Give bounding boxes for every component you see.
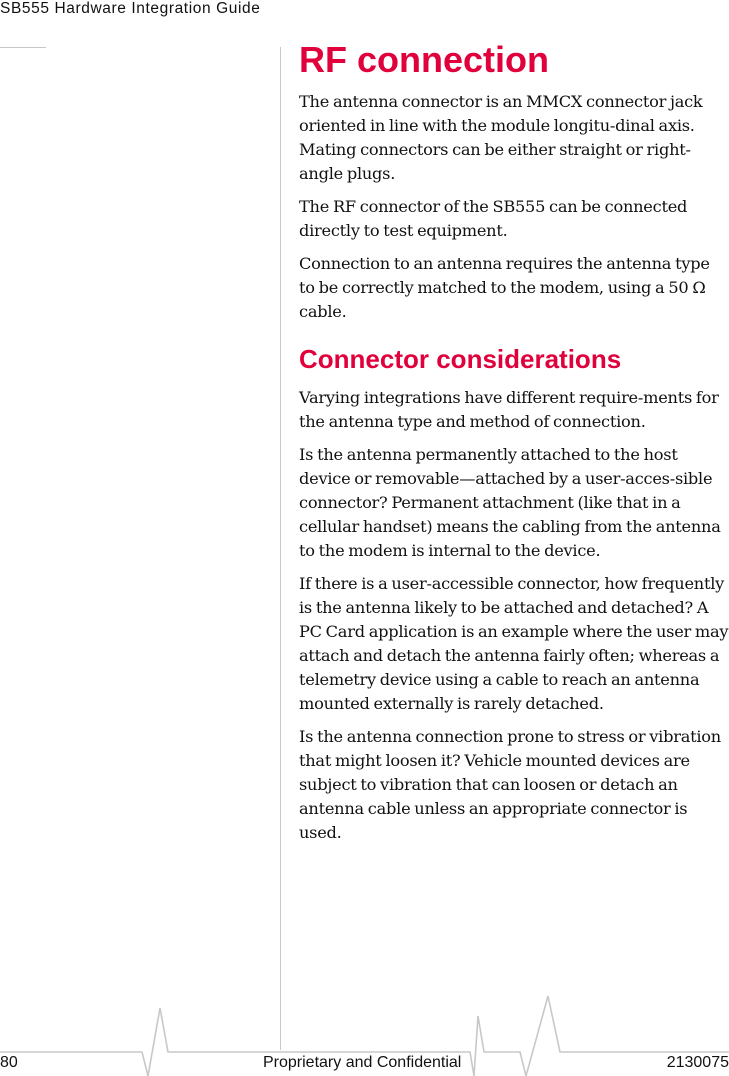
intro-paragraph: The RF connector of the SB555 can be connected directly to test equipment. [299, 197, 688, 240]
subsection-paragraph: If there is a user-accessible connector, how frequently is the antenna likely to be attached and detached? A PC Card application is an example where the user may attach and detach the antenna fairly often; whereas a telemetry device using a cable to reach an antenna mounted externally is rarely detached. [299, 574, 729, 713]
page-number: 80 [0, 1054, 18, 1071]
header-rule [0, 47, 46, 48]
section-title: RF connection [299, 39, 549, 80]
subsection-title: Connector considerations [299, 344, 622, 374]
running-header: SB555 Hardware Integration Guide [0, 0, 261, 17]
main-content [299, 36, 729, 854]
intro-paragraph: Connection to an antenna requires the antenna type to be correctly matched to the modem, using a 50 Ω cable. [299, 254, 710, 321]
confidentiality-notice: Proprietary and Confidential [263, 1054, 462, 1071]
subsection-paragraph: Varying integrations have different require-ments for the antenna type and method of connection. [299, 388, 719, 431]
intro-paragraph: The antenna connector is an MMCX connector jack oriented in line with the module longitu-dinal axis. Mating connectors can be either straight or right-angle plugs. [299, 92, 703, 183]
column-divider [280, 47, 281, 1050]
subsection-paragraph: Is the antenna connection prone to stress or vibration that might loosen it? Vehicle mounted devices are subject to vibration that can loosen or detach an antenna cable unless an appropriate connector is used. [299, 727, 721, 842]
document-number: 2130075 [666, 1054, 729, 1071]
subsection-paragraph: Is the antenna permanently attached to the host device or removable—attached by a user-acces-sible connector? Permanent attachment (like that in a cellular handset) means the cabling from the antenna to the modem is internal to the device. [299, 445, 721, 560]
